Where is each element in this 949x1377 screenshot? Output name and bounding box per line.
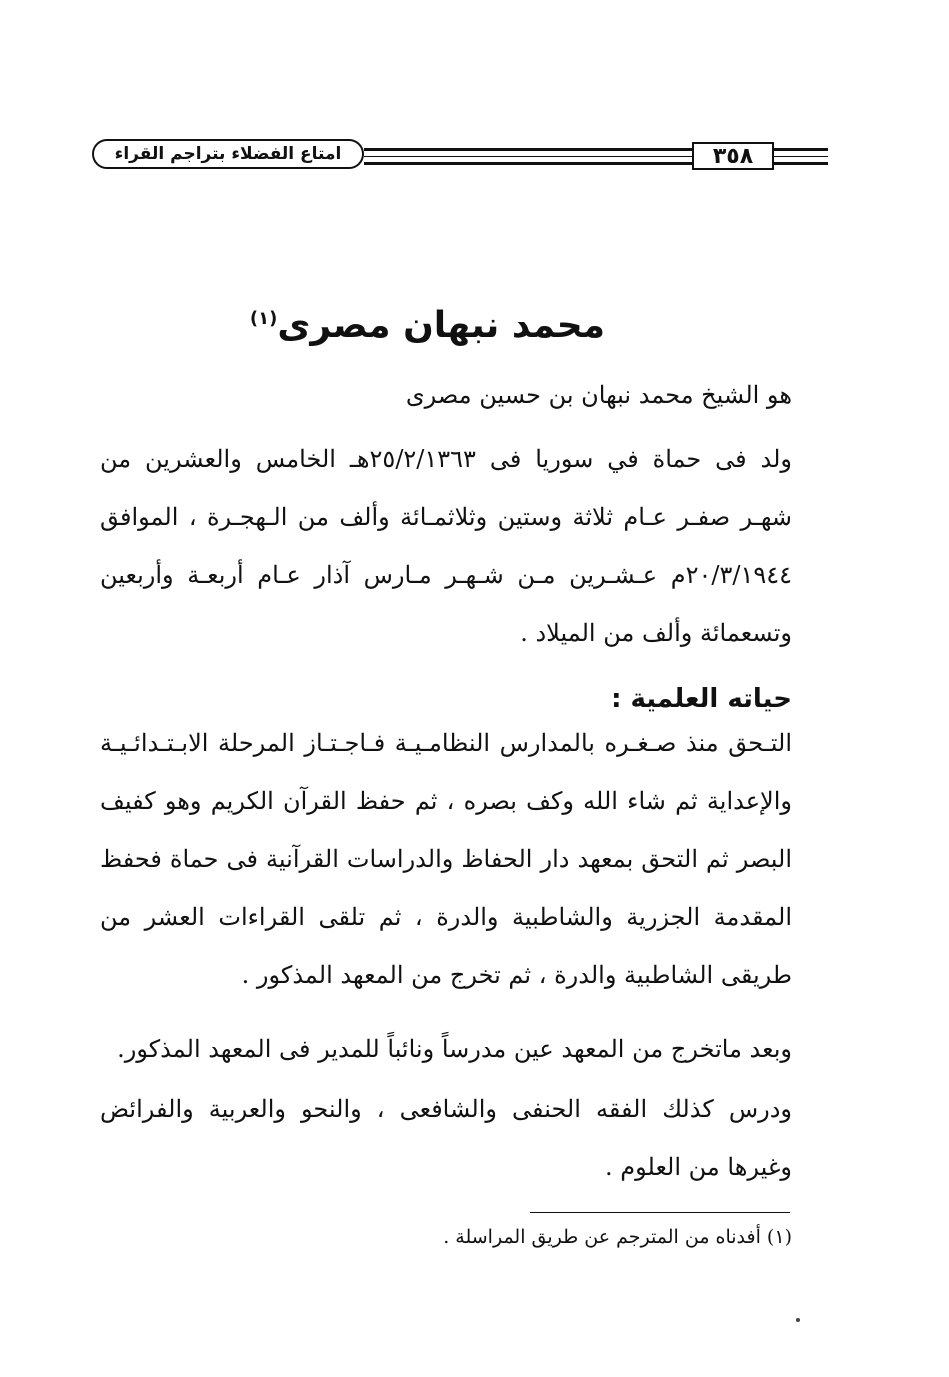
header-rule [364,162,692,165]
intro-paragraph: هو الشيخ محمد نبهان بن حسين مصرى [405,381,792,409]
career-paragraph: وبعد ماتخرج من المعهد عين مدرساً ونائباً للمدير فى المعهد المذكور. [117,1035,792,1063]
header-rule [364,156,692,157]
entry-title-text: محمد نبهان مصرى [277,305,605,346]
running-title: امتاع الفضلاء بتراجم القراء [92,139,364,169]
page-header [90,136,828,176]
section-heading: حياته العلمية : [611,684,792,714]
title-footnote-marker: (١) [249,308,278,329]
header-rule [774,156,828,157]
entry-title [150,305,605,346]
studies-paragraph: ودرس كذلك الفقه الحنفى والشافعى ، والنحو والعربية والفرائض وغيرها من العلوم . [100,1095,792,1181]
footnote-divider [530,1212,790,1213]
birth-paragraph: ولد فى حماة في سوريا فى ٢٥/٢/١٣٦٣هـ الخامس والعشرين من شهـر صفـر عـام ثلاثة وستين وثلاثمـائة وألف من الـهجـرة ، الموافق ٢٠/٣/١٩٤٤م عـشـرين مـن شـهـر مـارس آذار عـام أربعـة وأربعين وتسعمائة وألف من الميلاد . [100,445,793,647]
header-rule [774,162,828,165]
header-rule [364,148,692,151]
scan-speck [796,1318,800,1322]
page-number: ٣٥٨ [692,142,774,170]
footnote: (١) أفدناه من المترجم عن طريق المراسلة . [443,1226,792,1248]
header-rule [774,148,828,151]
education-paragraph: التـحق منذ صـغـره بالمدارس النظامـيـة فـاجـتـاز المرحلة الابـتـدائـيـة والإعداية ثم شاء الله وكف بصره ، ثم حفظ القرآن الكريم وهو كفيف البصر ثم التحق بمعهد دار الحفاظ والدراسات القرآنية فى حماة فحفظ المقدمة الجزرية والشاطبية والدرة ، ثم تلقى القراءات العشر من طريقى الشاطبية والدرة ، ثم تخرج من المعهد المذكور . [100,729,792,989]
